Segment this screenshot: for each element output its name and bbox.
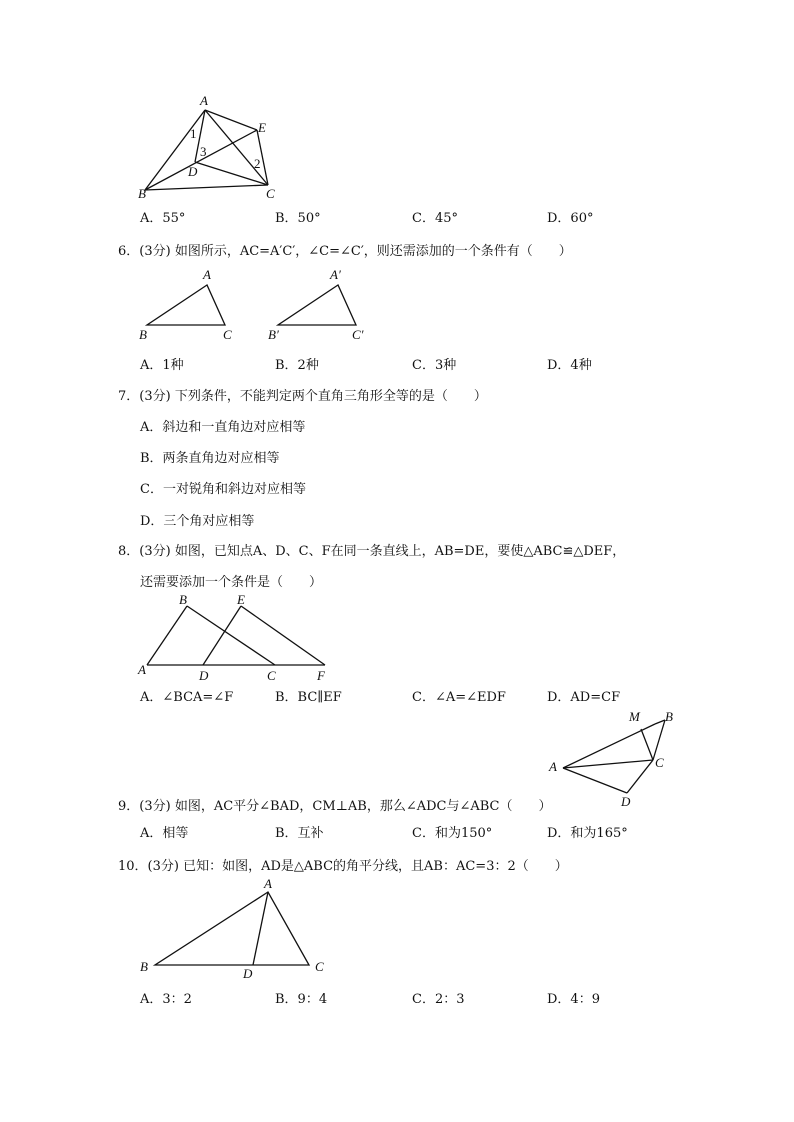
- q10-label-A: A: [264, 876, 272, 891]
- q6-stem: 6．(3分) 如图所示，AC=A′C′，∠C=∠C′，则还需添加的一个条件有（ ）: [118, 244, 572, 259]
- q5-label-E: E: [258, 120, 266, 135]
- q10-option-b[interactable]: B．9：4: [275, 992, 328, 1007]
- q9-option-b[interactable]: B．互补: [275, 826, 324, 841]
- q8-line-BC: [187, 606, 275, 665]
- q6-option-b[interactable]: B．2种: [275, 358, 319, 373]
- q7-option-a[interactable]: A．斜边和一直角边对应相等: [140, 420, 306, 435]
- q9-line-AD: [563, 768, 627, 793]
- q6-label-C-prime: C′: [352, 327, 364, 342]
- q8-stem-line2: 还需要添加一个条件是（ ）: [140, 575, 323, 590]
- q5-option-a[interactable]: A．55°: [140, 211, 186, 226]
- q5-line-BC: [145, 185, 268, 190]
- q8-figure: [135, 590, 345, 685]
- q7-option-b[interactable]: B．两条直角边对应相等: [140, 451, 280, 466]
- q9-figure: [545, 705, 685, 810]
- q6-option-a[interactable]: A．1种: [140, 358, 184, 373]
- q5-label-D: D: [188, 164, 198, 179]
- q10-option-d[interactable]: D．4：9: [547, 992, 600, 1007]
- q8-line-EF: [241, 606, 325, 665]
- q8-option-b[interactable]: B．BC∥EF: [275, 690, 342, 705]
- q10-option-a[interactable]: A．3：2: [140, 992, 192, 1007]
- q9-option-c[interactable]: C．和为150°: [412, 826, 493, 841]
- q5-label-2: 2: [254, 156, 261, 171]
- q10-figure: [135, 870, 345, 985]
- q8-line-DE: [203, 606, 241, 665]
- q9-stem: 9．(3分) 如图，AC平分∠BAD，CM⊥AB，那么∠ADC与∠ABC（ ）: [118, 799, 552, 814]
- q9-label-B: B: [665, 709, 673, 724]
- q8-option-c[interactable]: C．∠A=∠EDF: [412, 690, 506, 705]
- q9-option-d[interactable]: D．和为165°: [547, 826, 628, 841]
- q10-stem: 10．(3分) 已知：如图，AD是△ABC的角平分线，且AB：AC=3：2（ ）: [118, 859, 568, 874]
- q8-label-C: C: [267, 668, 276, 683]
- q9-label-D: D: [621, 794, 631, 809]
- q8-label-A: A: [138, 662, 146, 677]
- q9-label-A: A: [549, 759, 557, 774]
- q6-label-A: A: [203, 267, 211, 282]
- q7-stem: 7．(3分) 下列条件，不能判定两个直角三角形全等的是（ ）: [118, 389, 487, 404]
- q9-option-a[interactable]: A．相等: [140, 826, 189, 841]
- q6-figure: [135, 265, 375, 345]
- q10-option-c[interactable]: C．2：3: [412, 992, 465, 1007]
- q8-label-D: D: [199, 668, 209, 683]
- q7-option-d[interactable]: D．三个角对应相等: [140, 514, 255, 529]
- q9-line-BC: [653, 720, 665, 760]
- q5-label-3: 3: [200, 144, 207, 159]
- q6-triangle-abc: [147, 285, 225, 325]
- q6-triangle-abc-prime: [278, 285, 356, 325]
- q8-label-F: F: [317, 668, 325, 683]
- q6-option-d[interactable]: D．4种: [547, 358, 592, 373]
- q8-option-a[interactable]: A．∠BCA=∠F: [140, 690, 234, 705]
- q10-label-B: B: [140, 959, 148, 974]
- q8-option-d[interactable]: D．AD=CF: [547, 690, 621, 705]
- q6-label-B-prime: B′: [268, 327, 279, 342]
- q6-label-C: C: [223, 327, 232, 342]
- q8-line-AB: [147, 606, 187, 665]
- q7-option-c[interactable]: C．一对锐角和斜边对应相等: [140, 482, 306, 497]
- q9-line-CD: [627, 760, 653, 793]
- q9-label-C: C: [655, 755, 664, 770]
- q5-option-b[interactable]: B．50°: [275, 211, 321, 226]
- q10-triangle-abc: [155, 892, 309, 965]
- q5-figure: [130, 90, 290, 210]
- q9-line-MC: [641, 729, 653, 760]
- q8-stem-line1: 8．(3分) 如图，已知点A、D、C、F在同一条直线上，AB=DE，要使△ABC≌△DEF，: [118, 544, 626, 559]
- q5-line-BE: [145, 130, 257, 190]
- q5-option-d[interactable]: D．60°: [547, 211, 594, 226]
- q8-label-E: E: [237, 592, 245, 607]
- q6-option-c[interactable]: C．3种: [412, 358, 457, 373]
- q8-label-B: B: [179, 592, 187, 607]
- q5-option-c[interactable]: C．45°: [412, 211, 458, 226]
- q5-label-1: 1: [190, 126, 197, 141]
- q5-label-A: A: [200, 93, 208, 108]
- q6-label-B: B: [139, 327, 147, 342]
- q10-line-AD: [253, 892, 268, 965]
- q6-label-A-prime: A′: [330, 267, 341, 282]
- q10-label-D: D: [243, 966, 253, 981]
- q9-label-M: M: [629, 709, 640, 724]
- q5-label-C: C: [266, 186, 275, 201]
- q10-label-C: C: [315, 959, 324, 974]
- q5-label-B: B: [138, 186, 146, 201]
